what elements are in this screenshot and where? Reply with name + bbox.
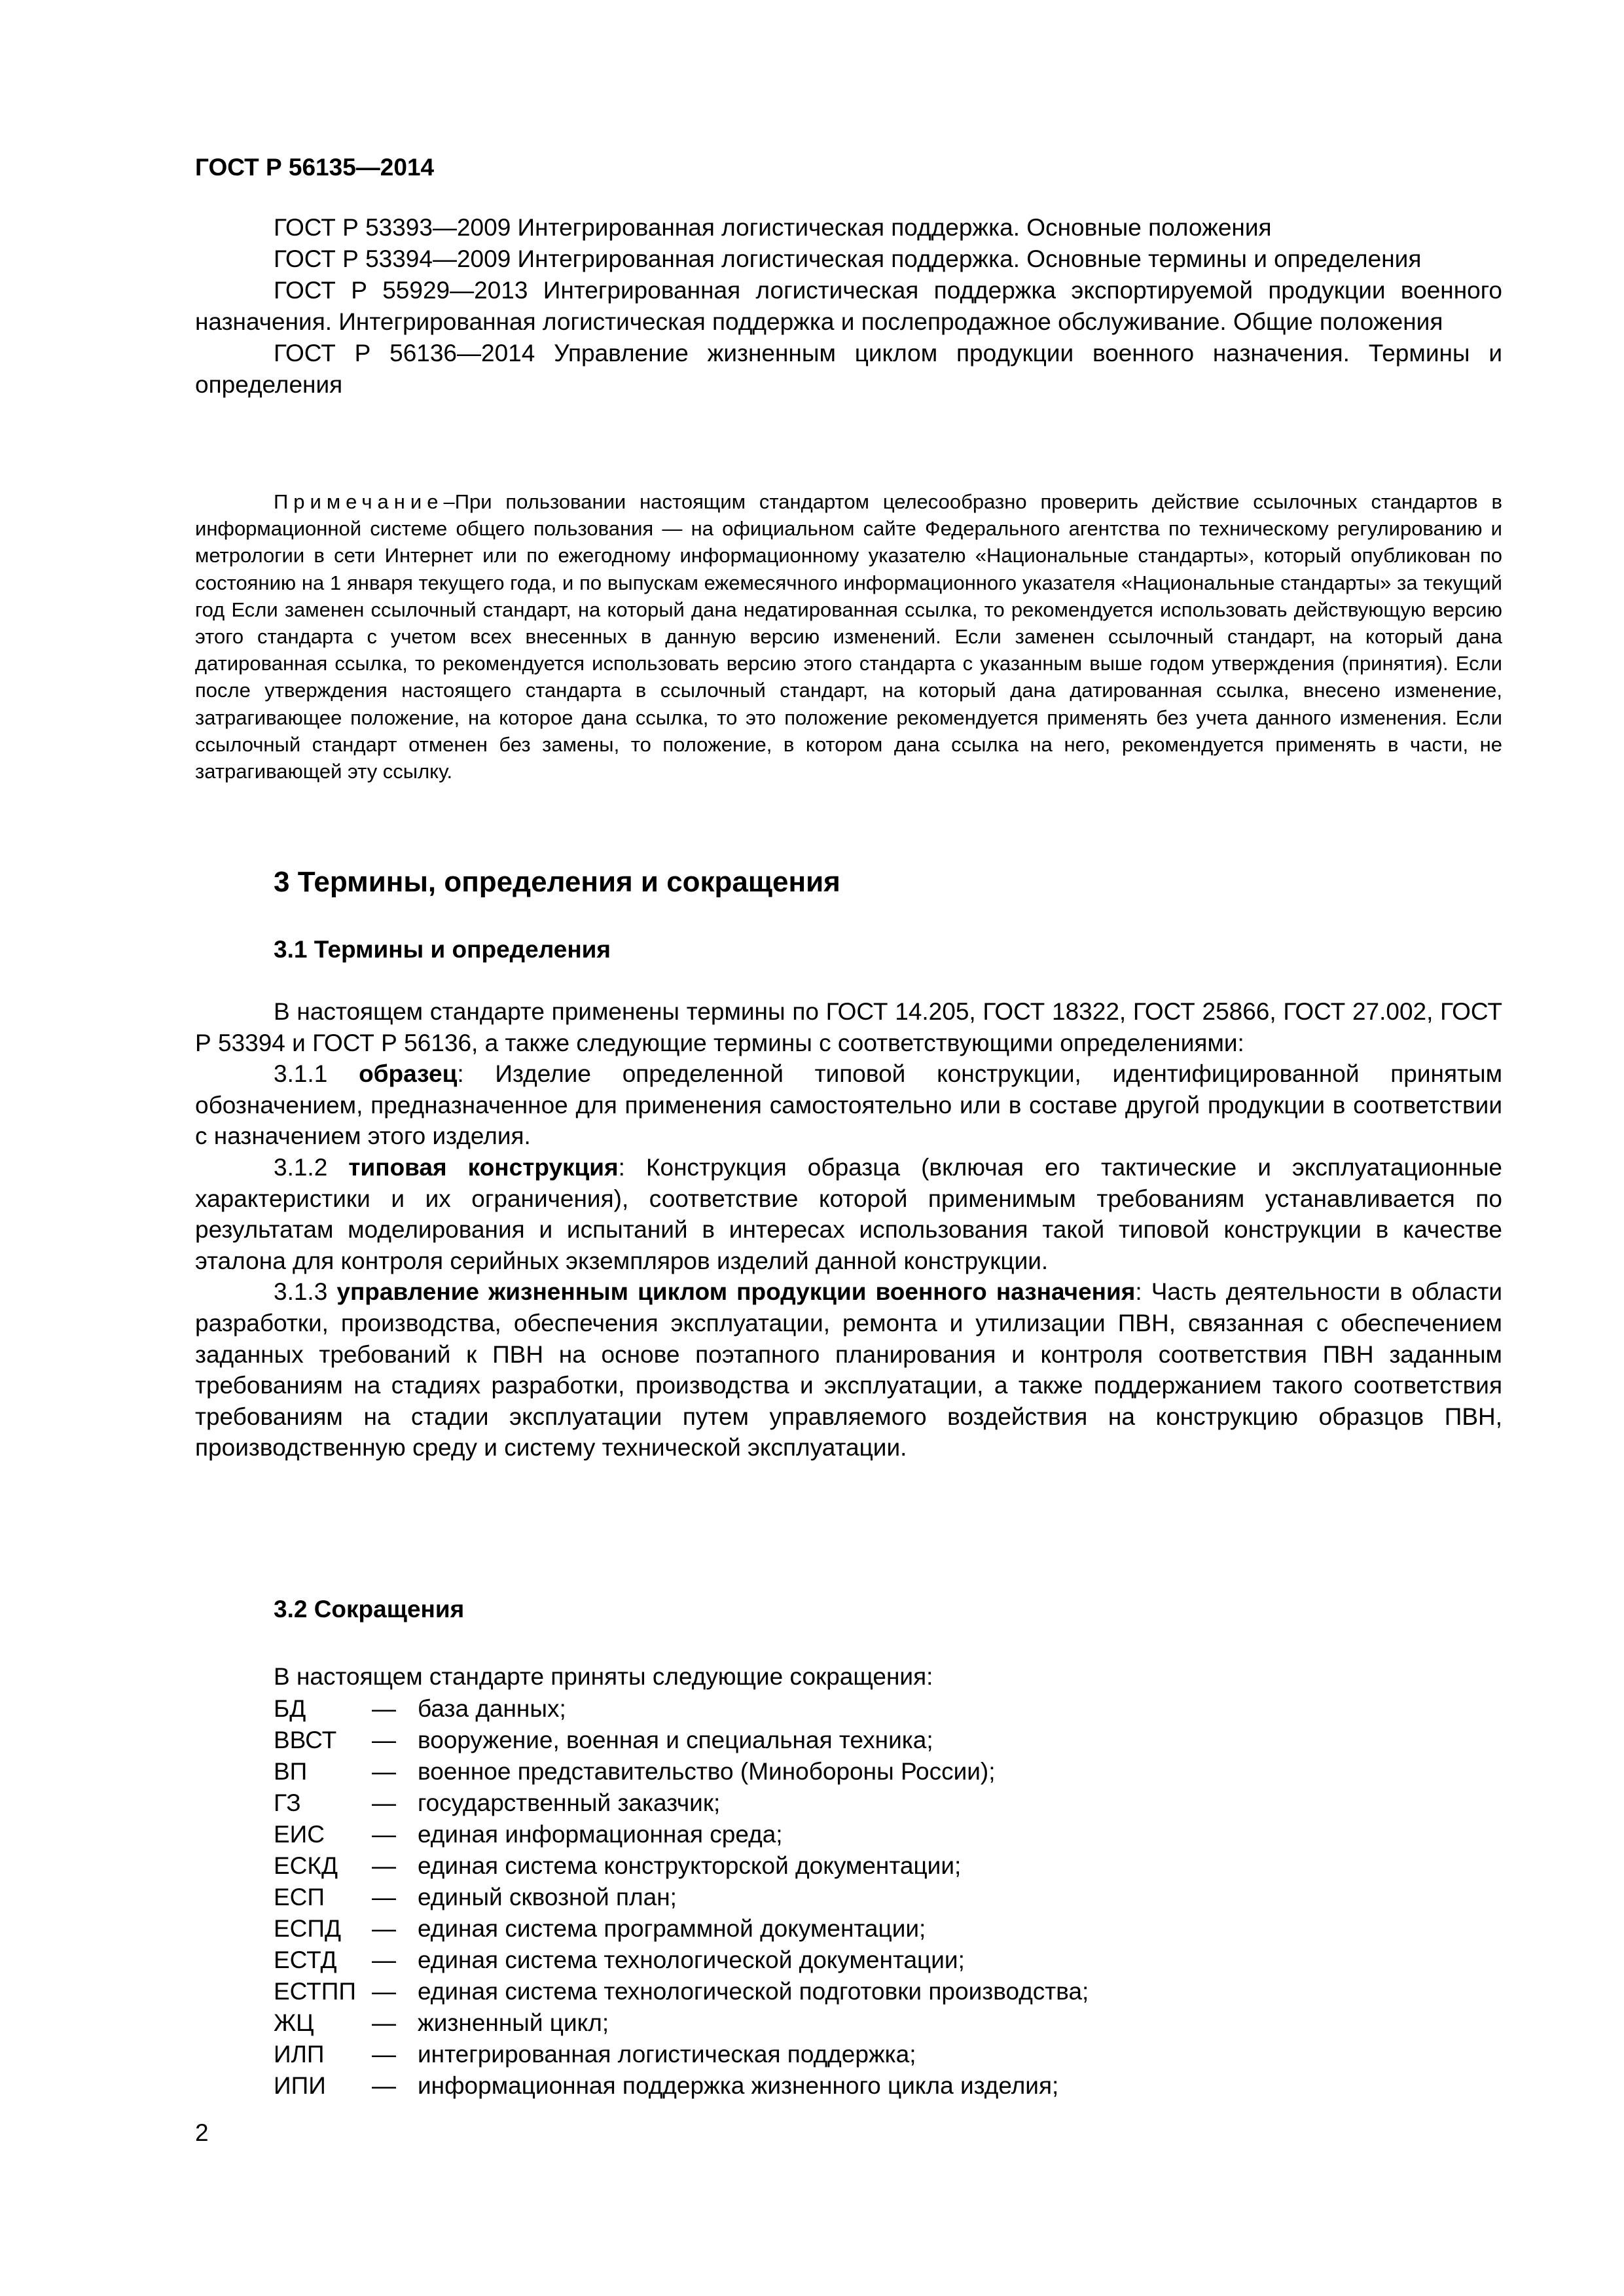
abbreviation-row bbox=[274, 1882, 1089, 1913]
note-text: При пользовании настоящим стандартом целесообразно проверить действие ссылочных стандартов в информационной системе общего пользования — на официальном сайте Федерального агентства по техническому регулированию и метрологии в сети Интернет или по ежегодному информационному указателю «Национальные стандарты», который опубликован по состоянию на 1 января текущего года, и по выпускам ежемесячного информационного указателя «Национальные стандарты» за текущий год Если заменен ссылочный стандарт, на который дана недатированная ссылка, то рекомендуется использовать действующую версию этого стандарта с учетом всех внесенных в данную версию изменений. Если заменен ссылочный стандарт, на который дана датированная ссылка, то рекомендуется использовать версию этого стандарта с указанным выше годом утверждения (принятия). Если после утверждения настоящего стандарта в ссылочный стандарт, на который дана датированная ссылка, внесено изменение, затрагивающее положение, на которое дана ссылка, то это положение рекомендуется применять без учета данного изменения. Если ссылочный стандарт отменен без замены, то положение, в котором дана ссылка на него, рекомендуется применять в части, не затрагивающей эту ссылку. bbox=[195, 490, 1502, 783]
reference-list bbox=[195, 212, 1502, 401]
abbreviation-code: ЕИС bbox=[274, 1821, 325, 1848]
abbreviation-row bbox=[274, 1976, 1089, 2007]
abbreviation-dash: — bbox=[372, 2009, 396, 2036]
term-number: 3.1.1 bbox=[274, 1060, 328, 1088]
term-definition: : Изделие определенной типовой конструкции, идентифицированной принятым обозначением, предназначенное для применения самостоятельно или в составе другой продукции в соответствии с назначением этого изделия. bbox=[195, 1060, 1503, 1150]
abbreviation-dash: — bbox=[372, 1915, 396, 1942]
abbreviation-row bbox=[274, 2070, 1089, 2102]
abbreviation-meaning: жизненный цикл; bbox=[418, 2009, 609, 2036]
abbreviation-row bbox=[274, 1945, 1089, 1976]
abbreviation-code: ИПИ bbox=[274, 2072, 326, 2099]
abbreviation-meaning: единая система технологической подготовки производства; bbox=[418, 1978, 1089, 2005]
abbreviation-code: ЕСП bbox=[274, 1884, 325, 1910]
abbreviation-code: ГЗ bbox=[274, 1789, 301, 1816]
abbreviation-dash: — bbox=[372, 1789, 396, 1816]
abbreviation-dash: — bbox=[372, 1821, 396, 1848]
abbreviation-meaning: информационная поддержка жизненного цикла изделия; bbox=[418, 2072, 1059, 2099]
abbreviation-row bbox=[274, 1913, 1089, 1945]
abbreviation-row bbox=[274, 1819, 1089, 1850]
abbreviation-code: ЕСКД bbox=[274, 1852, 338, 1879]
abbreviation-meaning: единая система конструкторской документации; bbox=[418, 1852, 962, 1879]
abbreviation-dash: — bbox=[372, 2041, 396, 2068]
abbreviation-dash: — bbox=[372, 1695, 396, 1722]
term-definition: : Часть деятельности в области разработки, производства, обеспечения эксплуатации, ремонта и утилизации ПВН, связанная с обеспечением заданных требований к ПВН на основе поэтапного планирования и контроля соответствия ПВН заданным требованиям на стадиях разработки, производства и эксплуатации, а также поддержанием такого соответствия требованиям на стадии эксплуатации путем управляемого воздействия на конструкцию образцов ПВН, производственную среду и систему технической эксплуатации. bbox=[195, 1278, 1503, 1462]
abbreviation-dash: — bbox=[372, 1978, 396, 2005]
subsection-title-abbreviations: 3.2 Сокращения bbox=[274, 1596, 465, 1623]
abbreviation-meaning: интегрированная логистическая поддержка; bbox=[418, 2041, 916, 2068]
abbreviation-row bbox=[274, 1725, 1089, 1756]
abbreviation-code: ЕСТПП bbox=[274, 1978, 356, 2005]
section-title: 3 Термины, определения и сокращения bbox=[274, 866, 840, 898]
page-number: 2 bbox=[195, 2119, 209, 2146]
abbreviation-meaning: государственный заказчик; bbox=[418, 1789, 721, 1816]
abbreviation-code: ВВСТ bbox=[274, 1727, 337, 1753]
reference-item: ГОСТ Р 53393—2009 Интегрированная логистическая поддержка. Основные положения bbox=[274, 214, 1272, 241]
subsection-title-terms: 3.1 Термины и определения bbox=[274, 936, 611, 963]
abbreviation-meaning: вооружение, военная и специальная техника; bbox=[418, 1727, 933, 1753]
abbreviation-row bbox=[274, 1756, 1089, 1787]
note-dash: – bbox=[443, 490, 455, 513]
note-label: Примечание bbox=[274, 490, 444, 513]
abbreviation-meaning: единый сквозной план; bbox=[418, 1884, 677, 1910]
abbreviation-row bbox=[274, 2039, 1089, 2070]
terms-block bbox=[195, 996, 1502, 1463]
abbreviation-meaning: единая информационная среда; bbox=[418, 1821, 783, 1848]
term-number: 3.1.3 bbox=[274, 1278, 328, 1306]
abbreviation-meaning: военное представительство (Минобороны России); bbox=[418, 1758, 996, 1785]
term-name: типовая конструкция bbox=[348, 1153, 619, 1181]
abbreviation-code: ИЛП bbox=[274, 2041, 325, 2068]
term-definition: : Конструкция образца (включая его тактические и эксплуатационные характеристики и их ограничения), соответствие которой применимым требованиям устанавливается по результатам моделирования и испытаний в интересах использования такой типовой конструкции в качестве эталона для контроля серийных экземпляров изделий данной конструкции. bbox=[195, 1153, 1502, 1274]
term-name: образец bbox=[359, 1060, 458, 1088]
term-name: управление жизненным циклом продукции военного назначения bbox=[336, 1278, 1136, 1306]
note-paragraph bbox=[195, 488, 1502, 785]
term-entry bbox=[195, 1276, 1502, 1463]
abbreviation-dash: — bbox=[372, 2072, 396, 2099]
abbreviation-code: БД bbox=[274, 1695, 306, 1722]
abbreviation-meaning: база данных; bbox=[418, 1695, 566, 1722]
abbreviation-code: ВП bbox=[274, 1758, 308, 1785]
abbreviation-code: ЕСПД bbox=[274, 1915, 342, 1942]
abbreviation-dash: — bbox=[372, 1758, 396, 1785]
term-entry bbox=[195, 1152, 1502, 1276]
term-entry bbox=[195, 1058, 1502, 1152]
reference-item: ГОСТ Р 56136—2014 Управление жизненным циклом продукции военного назначения. Термины и определения bbox=[195, 340, 1502, 398]
abbreviation-dash: — bbox=[372, 1727, 396, 1753]
abbreviation-row bbox=[274, 1693, 1089, 1725]
abbreviation-code: ЕСТД bbox=[274, 1946, 337, 1973]
abbreviation-row bbox=[274, 1850, 1089, 1882]
abbreviation-meaning: единая система программной документации; bbox=[418, 1915, 926, 1942]
abbreviation-dash: — bbox=[372, 1884, 396, 1910]
abbreviations-list bbox=[274, 1693, 1089, 2102]
reference-item: ГОСТ Р 55929—2013 Интегрированная логистическая поддержка экспортируемой продукции военного назначения. Интегрированная логистическая поддержка и послепродажное обслуживание. Общие положения bbox=[195, 277, 1502, 335]
abbreviations-intro: В настоящем стандарте приняты следующие сокращения: bbox=[274, 1663, 933, 1690]
abbreviation-dash: — bbox=[372, 1946, 396, 1973]
term-number: 3.1.2 bbox=[274, 1153, 328, 1181]
abbreviation-meaning: единая система технологической документации; bbox=[418, 1946, 965, 1973]
abbreviation-code: ЖЦ bbox=[274, 2009, 314, 2036]
document-header: ГОСТ Р 56135—2014 bbox=[195, 154, 435, 181]
terms-intro: В настоящем стандарте применены термины по ГОСТ 14.205, ГОСТ 18322, ГОСТ 25866, ГОСТ 27.002, ГОСТ Р 53394 и ГОСТ Р 56136, а также следующие термины с соответствующими определениями: bbox=[195, 998, 1502, 1056]
reference-item: ГОСТ Р 53394—2009 Интегрированная логистическая поддержка. Основные термины и определения bbox=[274, 245, 1422, 272]
abbreviation-row bbox=[274, 2007, 1089, 2039]
abbreviation-dash: — bbox=[372, 1852, 396, 1879]
abbreviation-row bbox=[274, 1787, 1089, 1819]
